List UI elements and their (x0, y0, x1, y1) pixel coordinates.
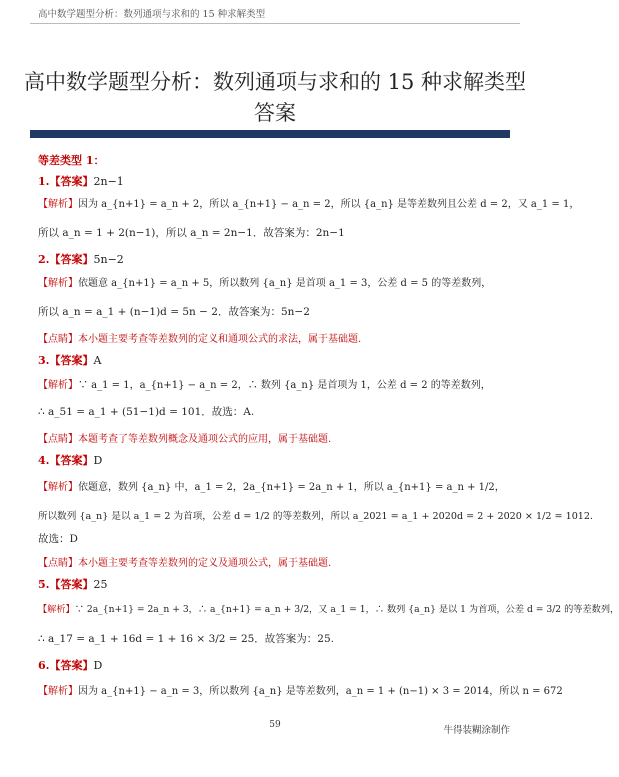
remark-2: 【点睛】本小题主要考查等差数列的定义和通项公式的求法，属于基础题. (38, 334, 362, 345)
footer-credit: 牛得装糊涂制作 (443, 725, 510, 736)
answer-line-2: 2.【答案】5n−2 (38, 253, 124, 266)
analysis-3: 【解析】∵ a_1 = 1，a_{n+1} − a_n = 2，∴ 数列 {a_n} 是首项为 1，公差 d = 2 的等差数列， (38, 380, 491, 391)
answer-line-4: 4.【答案】D (38, 454, 103, 467)
remark-3: 【点睛】本题考查了等差数列概念及通项公式的应用，属于基础题. (38, 434, 332, 445)
analysis-6: 【解析】因为 a_{n+1} − a_n = 3，所以数列 {a_n} 是等差数列，a_n = 1 + (n−1) × 3 = 2014，所以 n = 672 (38, 686, 563, 697)
page-title: 高中数学题型分析：数列通项与求和的 15 种求解类型 (23, 70, 527, 94)
answer-line-3: 3.【答案】A (38, 354, 102, 367)
remark-4: 【点睛】本小题主要考查等差数列的定义及通项公式，属于基础题. (38, 558, 332, 569)
analysis-1-cont: 所以 a_n = 1 + 2(n−1)，所以 a_n = 2n−1．故答案为：2n−1 (38, 227, 345, 239)
analysis-5: 【解析】∵ 2a_{n+1} = 2a_n + 3，∴ a_{n+1} = a_n + 3/2，又 a_1 = 1，∴ 数列 {a_n} 是以 1 为首项，公差 d = 3/2 的等差数列， (38, 604, 619, 615)
analysis-2-cont: 所以 a_n = a_1 + (n−1)d = 5n − 2．故答案为：5n−2 (38, 306, 310, 318)
analysis-2: 【解析】依题意 a_{n+1} = a_n + 5，所以数列 {a_n} 是首项 a_1 = 3，公差 d = 5 的等差数列， (38, 278, 492, 289)
answer-line-6: 6.【答案】D (38, 659, 103, 672)
analysis-4-choice: 故选：D (38, 533, 78, 545)
analysis-4: 【解析】依题意，数列 {a_n} 中，a_1 = 2，2a_{n+1} = 2a_n + 1，所以 a_{n+1} = a_n + 1/2， (38, 482, 505, 493)
analysis-1: 【解析】因为 a_{n+1} = a_n + 2，所以 a_{n+1} − a_n = 2，所以 {a_n} 是等差数列且公差 d = 2，又 a_1 = 1， (38, 199, 580, 210)
page-number: 59 (269, 720, 281, 730)
analysis-3-cont: ∴ a_51 = a_1 + (51−1)d = 101．故选：A. (38, 406, 255, 418)
running-header: 高中数学题型分析：数列通项与求和的 15 种求解类型 (38, 9, 266, 20)
analysis-4-cont: 所以数列 {a_n} 是以 a_1 = 2 为首项，公差 d = 1/2 的等差数列，所以 a_2021 = a_1 + 2020d = 2 + 2020 × 1/2 = 1012． (38, 511, 600, 522)
answer-line-5: 5.【答案】25 (38, 578, 108, 591)
page-subtitle: 答案 (254, 101, 296, 125)
section-heading: 等差类型 1： (38, 154, 105, 167)
title-rule (30, 130, 510, 138)
header-divider (30, 23, 520, 24)
analysis-5-cont: ∴ a_17 = a_1 + 16d = 1 + 16 × 3/2 = 25．故答案为：25. (38, 633, 334, 645)
answer-line-1: 1.【答案】2n−1 (38, 175, 124, 188)
